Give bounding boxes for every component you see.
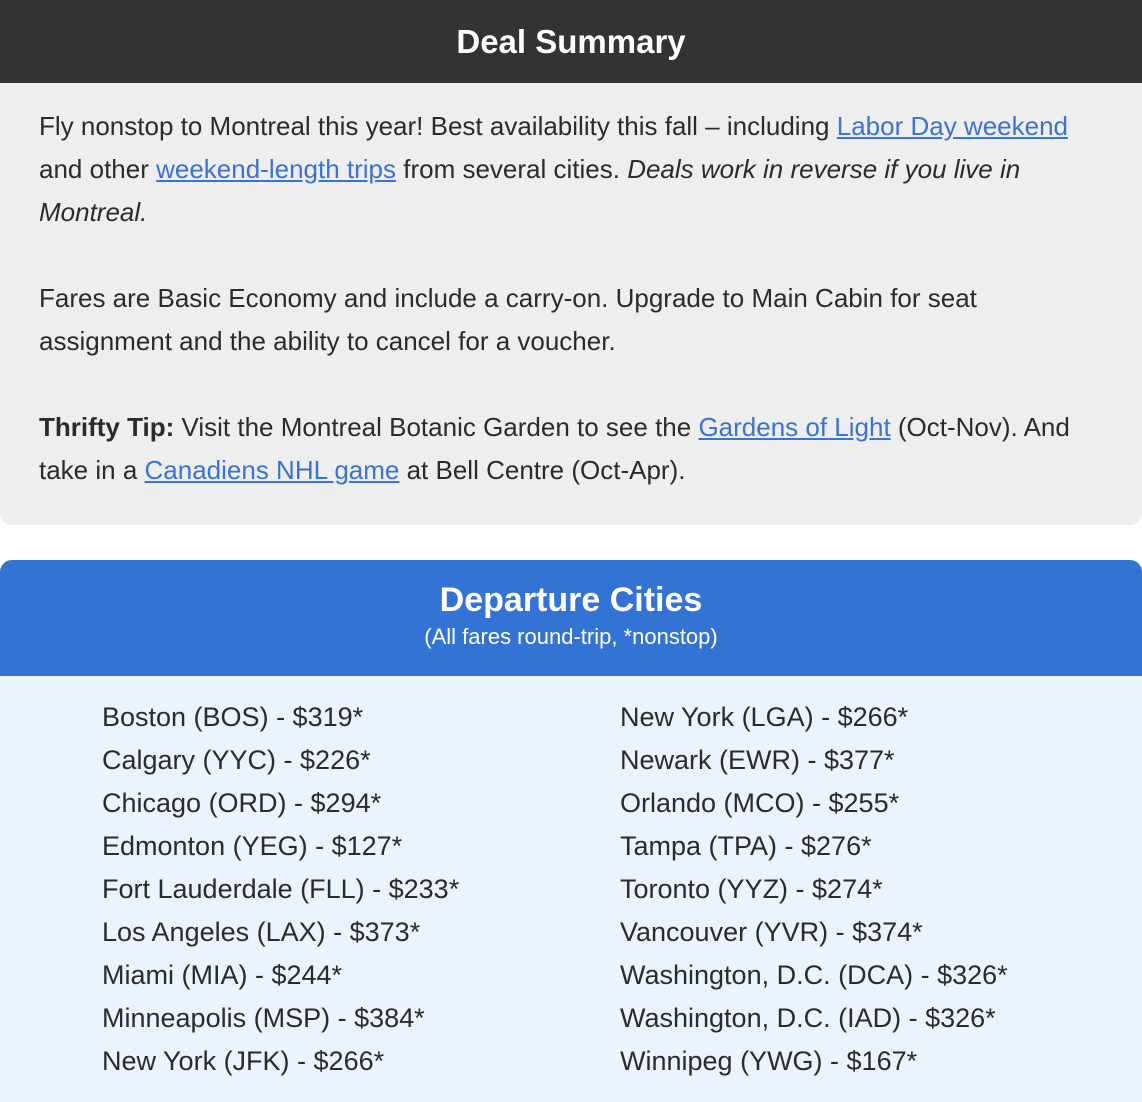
departure-list	[0, 676, 1142, 1102]
labor-day-link[interactable]: Labor Day weekend	[836, 111, 1068, 141]
weekend-trips-link[interactable]: weekend-length trips	[156, 154, 397, 184]
city-fare-item: Boston (BOS) - $319*	[102, 702, 364, 732]
right-column	[620, 696, 1008, 1083]
departure-cities-section	[0, 560, 1142, 1102]
fare-paragraph: Fares are Basic Economy and include a carry-on. Upgrade to Main Cabin for seat assignment and the ability to cancel for a voucher.	[39, 283, 977, 356]
intro-paragraph	[39, 105, 1103, 234]
deal-summary-header	[0, 0, 1142, 83]
city-fare-item: Minneapolis (MSP) - $384*	[102, 1003, 425, 1033]
gardens-of-light-link[interactable]: Gardens of Light	[698, 412, 891, 442]
page-title: Deal Summary	[456, 22, 686, 60]
city-fare-item: Washington, D.C. (IAD) - $326*	[620, 1003, 996, 1033]
city-fare-item: Vancouver (YVR) - $374*	[620, 917, 923, 947]
city-fare-item: Edmonton (YEG) - $127*	[102, 831, 403, 861]
city-fare-item: New York (LGA) - $266*	[620, 702, 909, 732]
reverse-note: Deals work in reverse if you live in Montreal.	[39, 154, 1021, 227]
tip-label: Thrifty Tip:	[39, 412, 175, 442]
canadiens-link[interactable]: Canadiens NHL game	[144, 455, 400, 485]
summary-box	[0, 83, 1142, 525]
city-fare-item: Orlando (MCO) - $255*	[620, 788, 900, 818]
text: at Bell Centre (Oct-Apr).	[399, 455, 686, 485]
city-fare-item: New York (JFK) - $266*	[102, 1046, 385, 1076]
city-fare-item: Newark (EWR) - $377*	[620, 745, 895, 775]
city-fare-item: Calgary (YYC) - $226*	[102, 745, 371, 775]
city-fare-item: Tampa (TPA) - $276*	[620, 831, 872, 861]
city-fare-item: Los Angeles (LAX) - $373*	[102, 917, 421, 947]
city-fare-item: Toronto (YYZ) - $274*	[620, 874, 883, 904]
text: and other	[39, 154, 157, 184]
city-fare-item: Miami (MIA) - $244*	[102, 960, 343, 990]
city-fare-item: Fort Lauderdale (FLL) - $233*	[102, 874, 460, 904]
departure-title: Departure Cities	[439, 581, 703, 619]
left-column	[102, 696, 459, 1083]
city-fare-item: Washington, D.C. (DCA) - $326*	[620, 960, 1008, 990]
departure-subtitle: (All fares round-trip, *nonstop)	[424, 624, 718, 649]
text: Fly nonstop to Montreal this year! Best availability this fall – including	[39, 111, 837, 141]
text: (Oct-Nov). And take in a	[39, 412, 1070, 485]
text: from several cities.	[396, 154, 628, 184]
city-fare-item: Winnipeg (YWG) - $167*	[620, 1046, 918, 1076]
tip-paragraph	[39, 406, 1103, 492]
city-fare-item: Chicago (ORD) - $294*	[102, 788, 382, 818]
departure-header	[0, 560, 1142, 676]
text: Visit the Montreal Botanic Garden to see the	[174, 412, 699, 442]
